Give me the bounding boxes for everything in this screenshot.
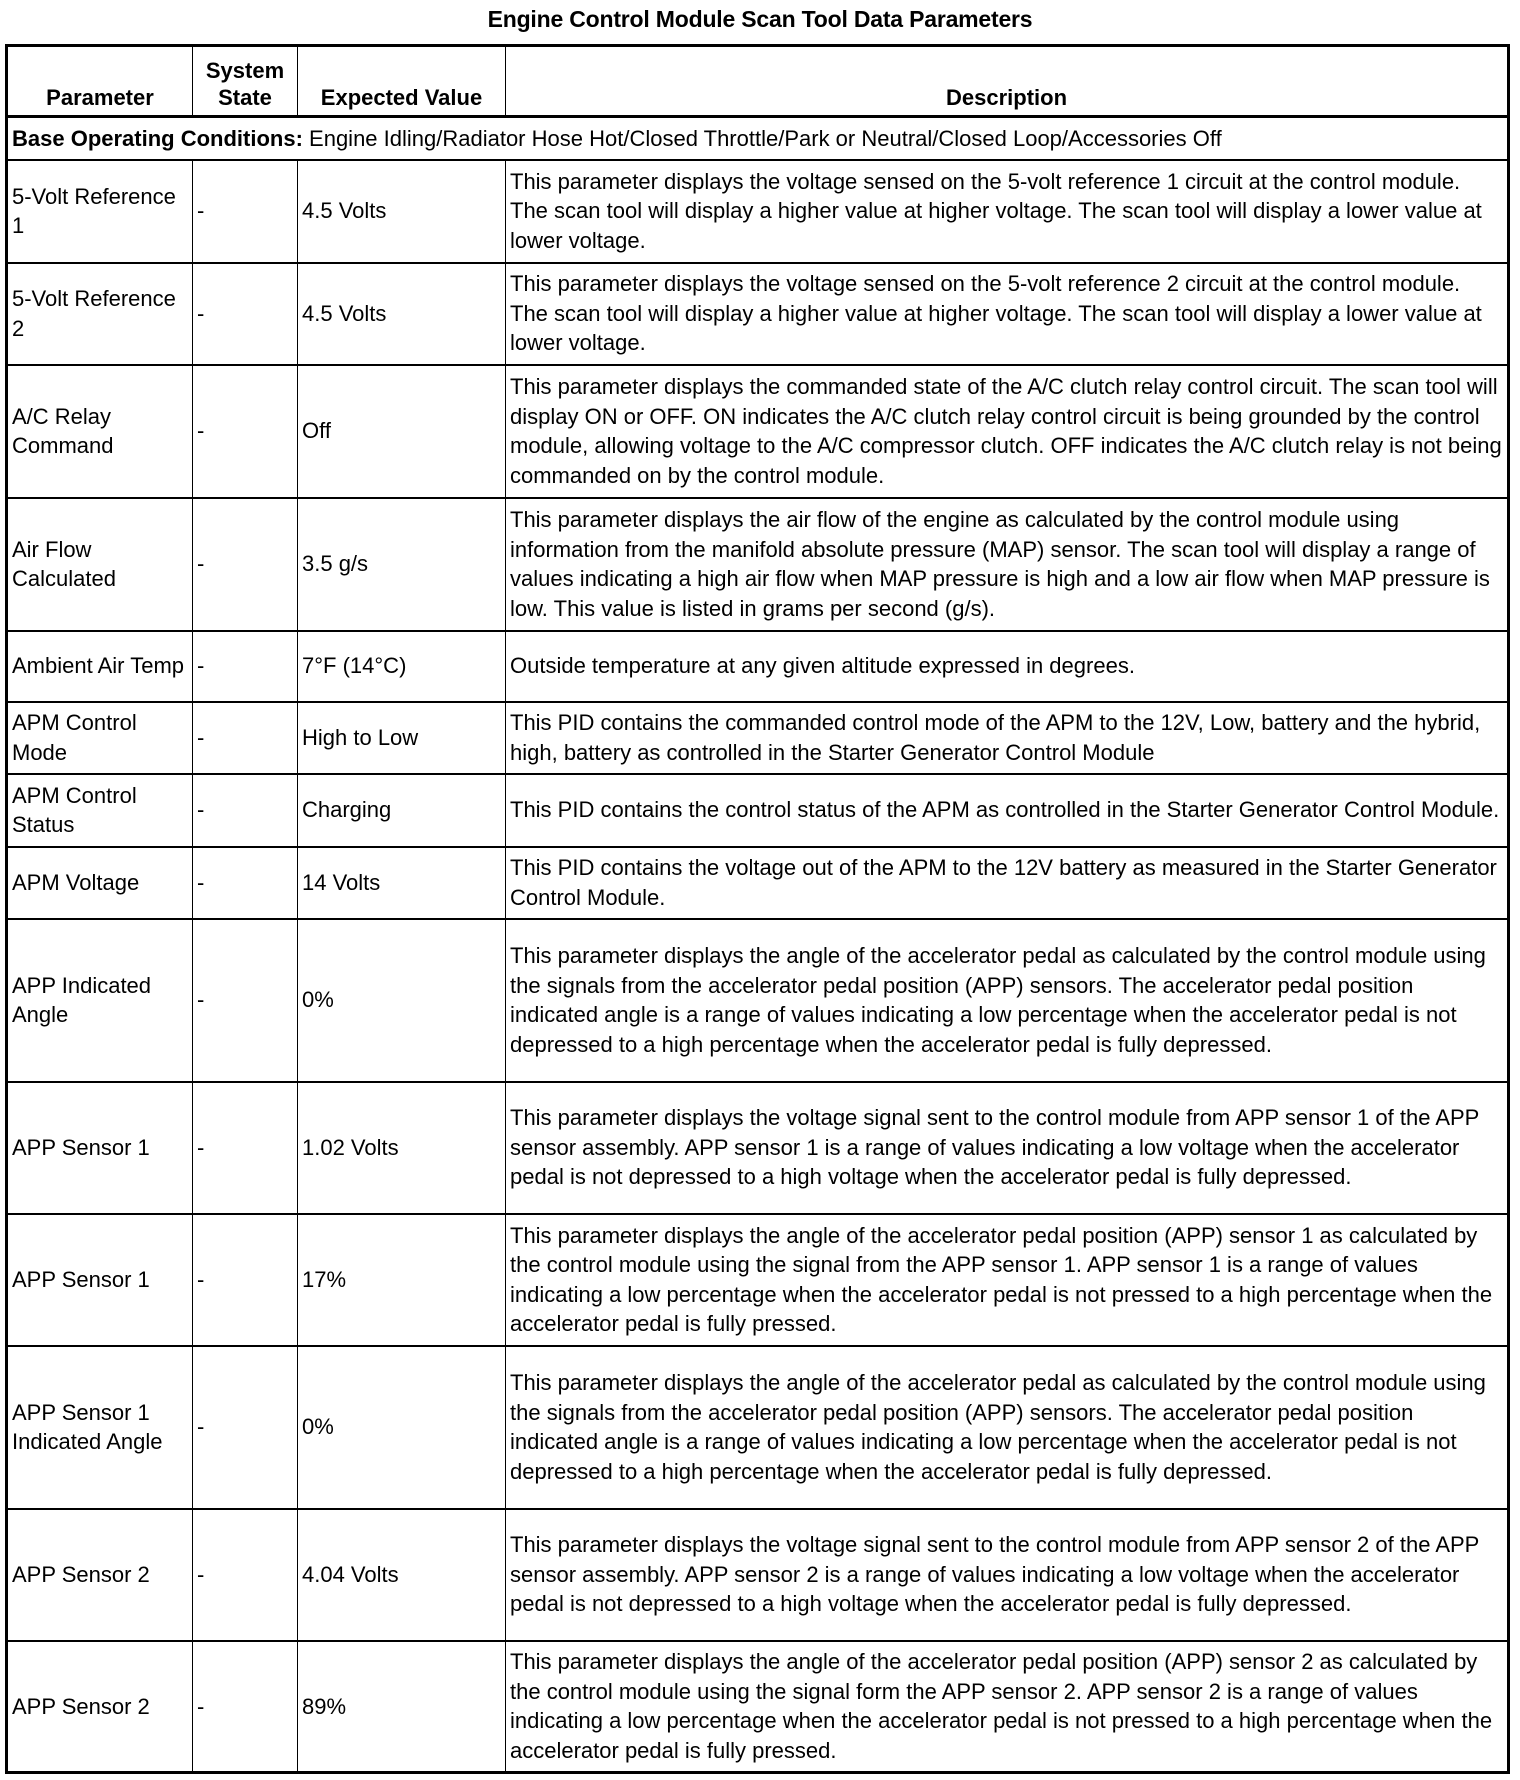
expected-value-cell: 1.02 Volts [298, 1082, 506, 1214]
scan-tool-parameters-table [5, 44, 1510, 1774]
expected-value-cell: 0% [298, 919, 506, 1082]
system-state-cell: - [193, 1346, 298, 1509]
description-cell: This PID contains the control status of the APM as controlled in the Starter Generator Control Module. [506, 774, 1509, 847]
parameter-cell: APP Sensor 2 [7, 1509, 193, 1641]
table-row [7, 702, 1509, 774]
expected-value-cell: 7°F (14°C) [298, 631, 506, 702]
system-state-cell: - [193, 365, 298, 498]
table-row [7, 498, 1509, 631]
table-row [7, 847, 1509, 919]
table-row [7, 1509, 1509, 1641]
system-state-cell: - [193, 1214, 298, 1346]
system-state-cell: - [193, 702, 298, 774]
expected-value-cell: 4.04 Volts [298, 1509, 506, 1641]
system-state-cell: - [193, 498, 298, 631]
expected-value-cell: 14 Volts [298, 847, 506, 919]
system-state-cell: - [193, 1509, 298, 1641]
table-row [7, 631, 1509, 702]
parameter-cell: 5-Volt Reference 2 [7, 263, 193, 365]
parameter-cell: APM Control Mode [7, 702, 193, 774]
header-system-state-label: System State [205, 58, 285, 110]
description-cell: This parameter displays the angle of the accelerator pedal position (APP) sensor 1 as calculated by the control module using the signal from the APP sensor 1. APP sensor 1 is a range of values indicating a low percentage when the accelerator pedal is not pressed to a high percentage when the accelerator pedal is fully pressed. [506, 1214, 1509, 1346]
header-description: Description [506, 46, 1509, 117]
system-state-cell: - [193, 774, 298, 847]
system-state-cell: - [193, 263, 298, 365]
parameter-cell: APM Control Status [7, 774, 193, 847]
table-row [7, 1082, 1509, 1214]
table-row [7, 1214, 1509, 1346]
table-row [7, 263, 1509, 365]
parameter-cell: Air Flow Calculated [7, 498, 193, 631]
parameter-cell: Ambient Air Temp [7, 631, 193, 702]
table-row [7, 1346, 1509, 1509]
base-operating-conditions-row [7, 117, 1509, 160]
description-cell: This parameter displays the voltage signal sent to the control module from APP sensor 1 of the APP sensor assembly. APP sensor 1 is a range of values indicating a low voltage when the accelerator pedal is not depressed to a high voltage when the accelerator pedal is fully depressed. [506, 1082, 1509, 1214]
system-state-cell: - [193, 631, 298, 702]
description-cell: Outside temperature at any given altitude expressed in degrees. [506, 631, 1509, 702]
parameter-cell: APP Indicated Angle [7, 919, 193, 1082]
expected-value-cell: Charging [298, 774, 506, 847]
description-cell: This parameter displays the angle of the accelerator pedal position (APP) sensor 2 as calculated by the control module using the signal form the APP sensor 2. APP sensor 2 is a range of values indicating a low percentage when the accelerator pedal is not pressed to a high percentage when the accelerator pedal is fully pressed. [506, 1641, 1509, 1773]
parameter-cell: APP Sensor 1 [7, 1214, 193, 1346]
document-title: Engine Control Module Scan Tool Data Parameters [487, 6, 1033, 32]
description-cell: This PID contains the voltage out of the APM to the 12V battery as measured in the Starter Generator Control Module. [506, 847, 1509, 919]
expected-value-cell: Off [298, 365, 506, 498]
parameter-cell: APP Sensor 2 [7, 1641, 193, 1773]
header-expected-value: Expected Value [298, 46, 506, 117]
header-parameter: Parameter [7, 46, 193, 117]
system-state-cell: - [193, 1082, 298, 1214]
expected-value-cell: 4.5 Volts [298, 263, 506, 365]
description-cell: This parameter displays the voltage sensed on the 5-volt reference 2 circuit at the control module. The scan tool will display a higher value at higher voltage. The scan tool will display a lower value at lower voltage. [506, 263, 1509, 365]
parameter-cell: APP Sensor 1 [7, 1082, 193, 1214]
parameter-cell: APM Voltage [7, 847, 193, 919]
system-state-cell: - [193, 919, 298, 1082]
description-cell: This parameter displays the angle of the accelerator pedal as calculated by the control module using the signals from the accelerator pedal position (APP) sensors. The accelerator pedal position indicated angle is a range of values indicating a low percentage when the accelerator pedal is not depressed to a high percentage when the accelerator pedal is fully depressed. [506, 1346, 1509, 1509]
expected-value-cell: High to Low [298, 702, 506, 774]
system-state-cell: - [193, 1641, 298, 1773]
parameter-cell: A/C Relay Command [7, 365, 193, 498]
description-cell: This parameter displays the angle of the accelerator pedal as calculated by the control module using the signals from the accelerator pedal position (APP) sensors. The accelerator pedal position indicated angle is a range of values indicating a low percentage when the accelerator pedal is not depressed to a high percentage when the accelerator pedal is fully depressed. [506, 919, 1509, 1082]
table-header-row [7, 46, 1509, 117]
expected-value-cell: 4.5 Volts [298, 160, 506, 263]
parameter-cell: APP Sensor 1 Indicated Angle [7, 1346, 193, 1509]
base-conditions-text: Engine Idling/Radiator Hose Hot/Closed Throttle/Park or Neutral/Closed Loop/Accessories Off [302, 125, 1222, 151]
table-row [7, 365, 1509, 498]
table-row [7, 919, 1509, 1082]
system-state-cell: - [193, 160, 298, 263]
table-row [7, 774, 1509, 847]
expected-value-cell: 17% [298, 1214, 506, 1346]
expected-value-cell: 89% [298, 1641, 506, 1773]
table-row [7, 160, 1509, 263]
base-operating-conditions [7, 117, 1509, 160]
base-conditions-label: Base Operating Conditions: [12, 125, 303, 151]
description-cell: This parameter displays the air flow of the engine as calculated by the control module using information from the manifold absolute pressure (MAP) sensor. The scan tool will display a range of values indicating a high air flow when MAP pressure is high and a low air flow when MAP pressure is low. This value is listed in grams per second (g/s). [506, 498, 1509, 631]
description-cell: This parameter displays the voltage sensed on the 5-volt reference 1 circuit at the control module. The scan tool will display a higher value at higher voltage. The scan tool will display a lower value at lower voltage. [506, 160, 1509, 263]
table-row [7, 1641, 1509, 1773]
expected-value-cell: 3.5 g/s [298, 498, 506, 631]
header-system-state [193, 46, 298, 117]
description-cell: This parameter displays the commanded state of the A/C clutch relay control circuit. The scan tool will display ON or OFF. ON indicates the A/C clutch relay control circuit is being grounded by the control module, allowing voltage to the A/C compressor clutch. OFF indicates the A/C clutch relay is not being commanded on by the control module. [506, 365, 1509, 498]
expected-value-cell: 0% [298, 1346, 506, 1509]
parameter-cell: 5-Volt Reference 1 [7, 160, 193, 263]
description-cell: This PID contains the commanded control mode of the APM to the 12V, Low, battery and the hybrid, high, battery as controlled in the Starter Generator Control Module [506, 702, 1509, 774]
description-cell: This parameter displays the voltage signal sent to the control module from APP sensor 2 of the APP sensor assembly. APP sensor 2 is a range of values indicating a low voltage when the accelerator pedal is not depressed to a high voltage when the accelerator pedal is fully depressed. [506, 1509, 1509, 1641]
system-state-cell: - [193, 847, 298, 919]
